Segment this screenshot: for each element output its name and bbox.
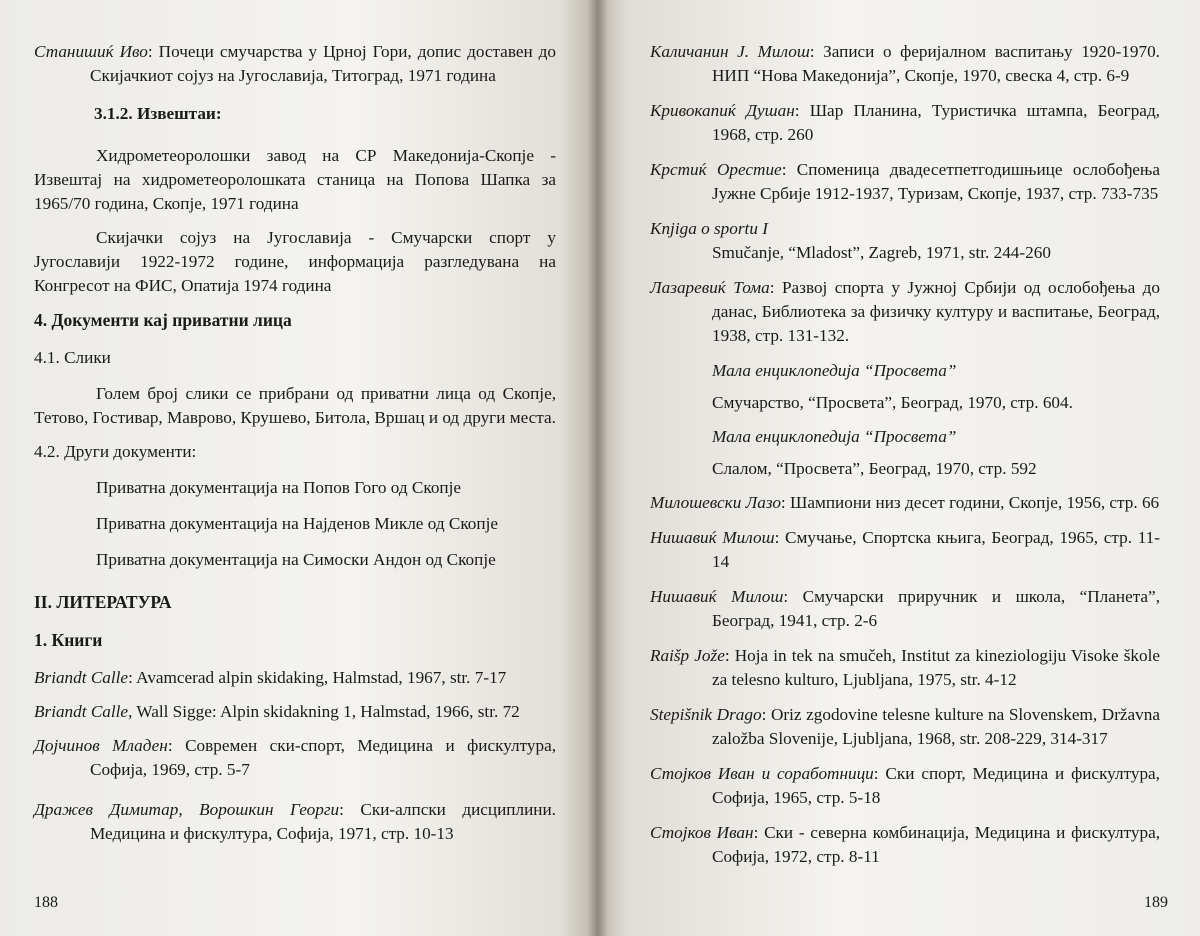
right-page: [596, 0, 1200, 936]
bibliography-entry: Каличанин Ј. Милош: Записи о феријалном васпитању 1920-1970. НИП “Нова Македонија”, Скопје, 1970, свеска 4, стр. 6-9: [650, 42, 1160, 85]
heading-literature: II. ЛИТЕРАТУРА: [34, 592, 172, 612]
bibliography-entry: Stepišnik Drago: Oriz zgodovine telesne kulture na Slovenskem, Državna založba Slovenije, Ljubljana, 1968, str. 208-229, 314-317: [650, 705, 1160, 748]
encyclopedia-entry: Смучарство, “Просвета”, Београд, 1970, стр. 604.: [712, 393, 1073, 412]
bibliography-entry: Станишиќ Иво: Почеци смучарства у Црној Гори, допис доставен до Скијачкиот сојуз на Југославија, Титоград, 1971 година: [34, 42, 556, 85]
bibliography-entry: Raišp Jože: Hoja in tek na smučeh, Institut za kineziologiju Visoke škole za telesno kulturo, Ljubljana, 1975, str. 4-12: [650, 646, 1160, 689]
heading-private-documents: 4. Документи кај приватни лица: [34, 310, 292, 330]
bibliography-entry: Knjiga o sportu I Smučanje, “Mladost”, Zagreb, 1971, str. 244-260: [650, 219, 1051, 262]
document-line: Приватна документација на Попов Гого од Скопје: [96, 478, 462, 497]
bibliography-entry: Briandt Calle: Avamcerad alpin skidaking, Halmstad, 1967, str. 7-17: [34, 668, 507, 687]
encyclopedia-title: Мала енциклопедија “Просвета”: [712, 361, 957, 380]
document-line: Приватна документација на Најденов Микле од Скопје: [96, 514, 498, 533]
bibliography-entry: Нишавиќ Милош: Смучање, Спортска књига, Београд, 1965, стр. 11-14: [650, 528, 1161, 571]
report-paragraph: Хидрометеоролошки завод на СР Македонија-Скопје - Извештај на хидрометеоролошката станица на Попова Шапка за 1965/70 година, Скопје, 1971 година: [34, 146, 556, 213]
bibliography-entry: Милошевски Лазо: Шампиони низ десет години, Скопје, 1956, стр. 66: [650, 493, 1160, 512]
bibliography-entry: Стојков Иван и соработници: Ски спорт, Медицина и фискултура, Софија, 1965, стр. 5-18: [650, 764, 1160, 807]
encyclopedia-title: Мала енциклопедија “Просвета”: [712, 427, 957, 446]
encyclopedia-entry: Слалом, “Просвета”, Београд, 1970, стр. 592: [712, 459, 1037, 478]
bibliography-entry: Нишавиќ Милош: Смучарски приручник и школа, “Планета”, Београд, 1941, стр. 2-6: [650, 587, 1160, 630]
document-line: Приватна документација на Симоски Андон од Скопје: [96, 550, 496, 569]
page-number: 189: [1144, 894, 1168, 911]
heading-other-documents: 4.2. Други документи:: [34, 442, 197, 461]
bibliography-entry: Стојков Иван: Ски - северна комбинација, Медицина и фискултура, Софија, 1972, стр. 8-11: [650, 823, 1161, 866]
pictures-paragraph: Голем број слики се прибрани од приватни лица од Скопје, Тетово, Гостивар, Маврово, Крушево, Битола, Вршац и од други места.: [34, 384, 556, 427]
bibliography-entry: Крстиќ Орестие: Споменица двадесетпетгодишњице ослобођења Јужне Србије 1912-1937, Туризам, Скопје, 1937, стр. 733-735: [650, 160, 1160, 203]
subheading-reports: 3.1.2. Извештаи:: [94, 104, 222, 123]
bibliography-entry: Briandt Calle, Wall Sigge: Alpin skidakning 1, Halmstad, 1966, str. 72: [34, 702, 520, 721]
page-number: 188: [34, 894, 58, 911]
bibliography-entry: Дојчинов Младен: Современ ски-спорт, Медицина и фискултура, Софија, 1969, стр. 5-7: [34, 736, 557, 779]
bibliography-entry: Дражев Димитар, Ворошкин Георги: Ски-алпски дисциплини. Медицина и фискултура, Софија, 1971, стр. 10-13: [34, 800, 556, 843]
left-page: [0, 0, 596, 936]
report-paragraph: Скијачки сојуз на Југославија - Смучарски спорт у Југославији 1922-1972 године, информација разгледувана на Конгресот на ФИС, Опатија 1974 година: [34, 228, 556, 295]
heading-pictures: 4.1. Слики: [34, 348, 111, 367]
bibliography-entry: Лазаревиќ Тома: Развој спорта у Јужној Србији од ослобођења до данас, Библиотека за физичку културу и васпитање, Београд, 1938, стр. 131-132.: [650, 278, 1160, 345]
heading-books: 1. Книги: [34, 630, 103, 650]
bibliography-entry: Кривокапиќ Душан: Шар Планина, Туристичка штампа, Београд, 1968, стр. 260: [650, 101, 1160, 144]
